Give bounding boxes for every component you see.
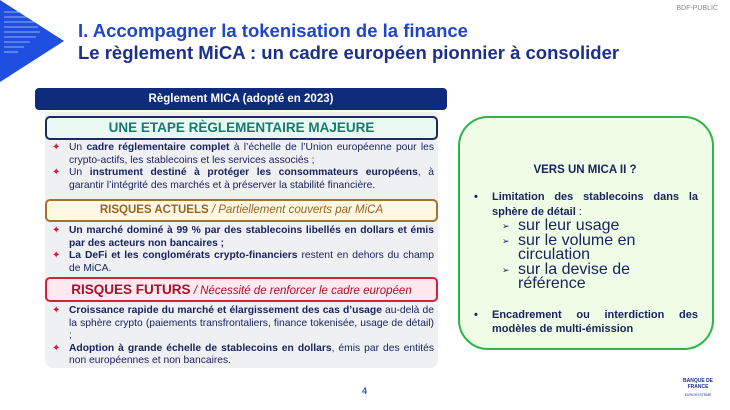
list-item: ✦ Croissance rapide du marché et élargissement des cas d’usage au-delà de la sphère crypto (paiements transfrontaliers, finance tokenisée, usage de détail) ;	[52, 305, 434, 342]
star-bullet-icon: ✦	[52, 225, 61, 236]
star-bullet-icon: ✦	[52, 305, 61, 316]
section2-list	[52, 225, 434, 275]
classification-label: BDF-PUBLIC	[676, 5, 718, 12]
list-item: ✦ Un cadre réglementaire complet à l’échelle de l’Union européenne pour les crypto-actifs, les stablecoins et les services associés ;	[52, 142, 434, 166]
star-bullet-icon: ✦	[52, 167, 61, 179]
list-item: ✦ La DeFi et les conglomérats crypto-financiers restent en dehors du champ de MiCA.	[52, 250, 434, 274]
page-title: I. Accompagner la tokenisation de la finance	[78, 20, 468, 41]
arrow-bullet-icon: ➢	[502, 221, 510, 231]
section-heading-future-risks: RISQUES FUTURS / Nécessité de renforcer le cadre européen	[45, 277, 438, 302]
arrow-bullet-icon: ➢	[502, 235, 510, 246]
list-item: • Limitation des stablecoins dans la sphère de détail :	[474, 191, 698, 218]
section-heading-current-risks: RISQUES ACTUELS / Partiellement couverts par MiCA	[45, 199, 438, 222]
section1-list	[52, 142, 434, 192]
list-item: ✦ Un marché dominé à 99 % par des stablecoins libellés en dollars et émis par des acteurs non bancaires ;	[52, 225, 434, 249]
sub-list-item: ➢ sur leur usage	[502, 217, 620, 234]
sub-list-item: ➢ sur la devise de référence	[502, 260, 631, 292]
section-heading-major-step: UNE ETAPE RÈGLEMENTAIRE MAJEURE	[45, 116, 438, 140]
list-item: • Encadrement ou interdiction des modèles de multi-émission	[474, 308, 698, 335]
mica-ii-box	[458, 116, 714, 350]
sub-list-item: ➢ sur le volume en circulation	[502, 231, 636, 263]
mica-ii-title: VERS UN MICA II ?	[533, 164, 637, 176]
banque-de-france-logo: BANQUE DE FRANCE EUROSYSTÈME	[682, 378, 713, 397]
arrow-bullet-icon: ➢	[502, 264, 510, 275]
list-item: ✦ Un instrument destiné à protéger les consommateurs européens, à garantir l’intégrité des marchés et à préserver la stabilité financière.	[52, 167, 434, 191]
brand-corner-graphic	[0, 0, 64, 82]
section3-list	[52, 305, 434, 368]
sub-list	[492, 219, 698, 292]
star-bullet-icon: ✦	[52, 250, 61, 262]
star-bullet-icon: ✦	[52, 142, 61, 153]
page-number: 4	[362, 386, 368, 396]
mica-banner: Règlement MICA (adopté en 2023)	[35, 88, 447, 110]
bullet-icon: •	[474, 308, 478, 321]
star-bullet-icon: ✦	[52, 342, 61, 354]
list-item: ✦ Adoption à grande échelle de stablecoins en dollars, émis par des entités non européennes et non bancaires.	[52, 342, 434, 367]
page-subtitle: Le règlement MiCA : un cadre européen pionnier à consolider	[78, 42, 620, 63]
bullet-icon: •	[474, 191, 478, 203]
